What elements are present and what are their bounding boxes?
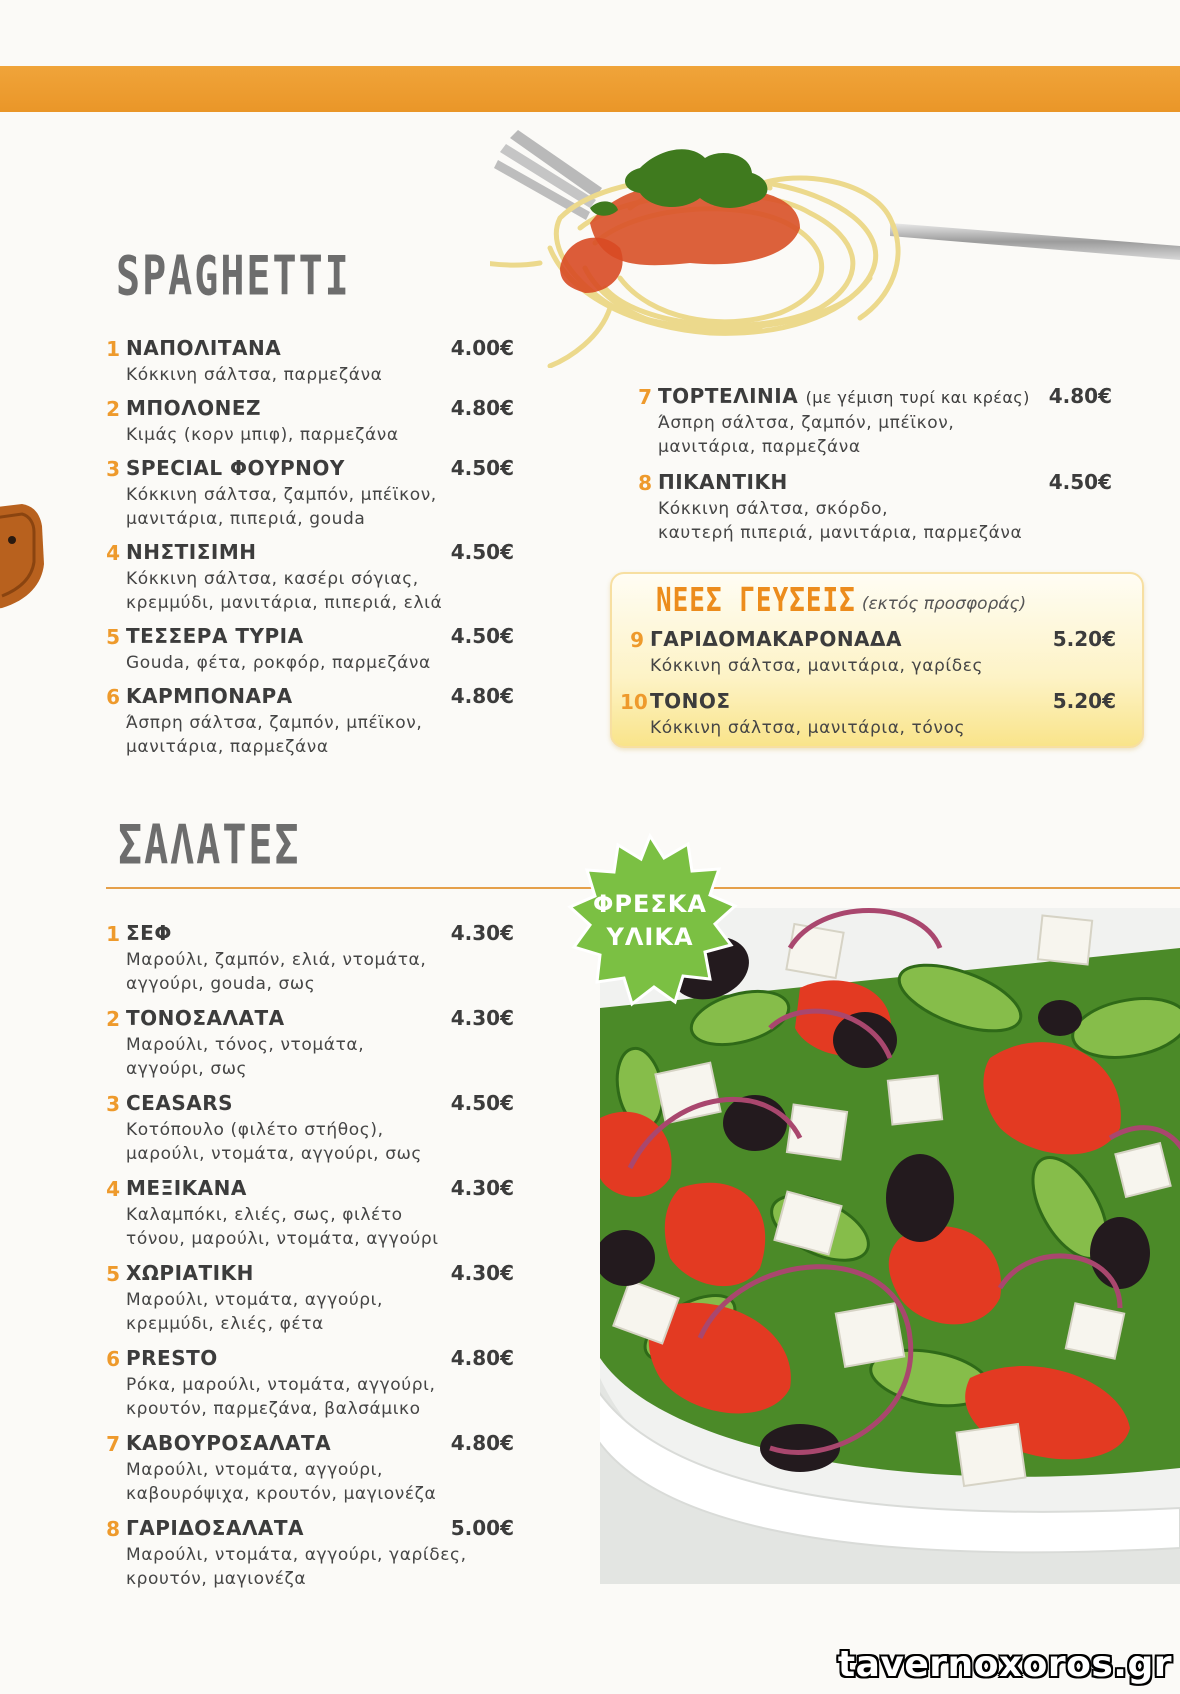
spaghetti-fork-photo (490, 128, 1180, 368)
item-description: Κόκκινη σάλτσα, μανιτάρια, γαρίδες (650, 656, 984, 676)
menu-item (96, 623, 514, 675)
item-note: (με γέμιση τυρί και κρέας) (805, 388, 1030, 407)
item-name: SPECIAL ΦΟΥΡΝΟΥ (126, 456, 345, 480)
item-name: ΤΟΡΤΕΛΙΝΙΑ (με γέμιση τυρί και κρέας) (658, 384, 1030, 408)
item-price: 4.50€ (1048, 470, 1112, 494)
item-name: ΓΑΡΙΔΟΣΑΛΑΤΑ (126, 1516, 305, 1540)
item-price: 5.20€ (1052, 627, 1116, 651)
salates-title: ΣΑΛΑΤΕΣ (118, 815, 301, 878)
item-price: 4.30€ (450, 1006, 514, 1030)
item-price: 4.50€ (450, 540, 514, 564)
menu-item (96, 455, 514, 531)
item-name: PRESTO (126, 1346, 218, 1370)
item-description: Gouda, φέτα, ροκφόρ, παρμεζάνα (126, 653, 431, 673)
wooden-handle-photo (0, 504, 50, 610)
item-price: 4.30€ (450, 1176, 514, 1200)
menu-item (96, 683, 514, 759)
site-watermark: tavernoxoros.gr (837, 1644, 1172, 1685)
item-name: ΓΑΡΙΔΟΜΑΚΑΡΟΝΑΔΑ (650, 627, 902, 651)
item-price: 5.20€ (1052, 689, 1116, 713)
item-number: 3 (106, 1092, 120, 1116)
item-number: 8 (638, 471, 652, 495)
item-price: 4.80€ (450, 684, 514, 708)
item-number: 7 (106, 1432, 120, 1456)
item-number: 2 (106, 1007, 120, 1031)
menu-item (96, 1175, 514, 1251)
menu-item (628, 469, 1112, 545)
item-price: 4.00€ (450, 336, 514, 360)
item-description: Μαρούλι, ζαμπόν, ελιά, ντομάτα, αγγούρι, gouda, σως (126, 950, 427, 994)
spaghetti-menu-right (628, 383, 1112, 555)
item-price: 4.80€ (450, 1431, 514, 1455)
item-description: Κόκκινη σάλτσα, παρμεζάνα (126, 365, 383, 385)
item-name: ΝΗΣΤΙΣΙΜΗ (126, 540, 257, 564)
item-price: 4.80€ (1048, 384, 1112, 408)
item-price: 4.50€ (450, 456, 514, 480)
item-number: 7 (638, 385, 652, 409)
item-number: 6 (106, 1347, 120, 1371)
menu-item (96, 1430, 514, 1506)
item-name: ΜΠΟΛΟΝΕΖ (126, 396, 262, 420)
item-name: ΠΙΚΑΝΤΙΚΗ (658, 470, 788, 494)
item-description: Μαρούλι, ντομάτα, αγγούρι, γαρίδες, κρουτόν, μαγιονέζα (126, 1545, 467, 1589)
item-name: ΤΟΝΟΣ (650, 689, 731, 713)
item-number: 5 (106, 625, 120, 649)
item-description: Καλαμπόκι, ελιές, σως, φιλέτο τόνου, μαρούλι, ντομάτα, αγγούρι (126, 1205, 439, 1249)
item-description: Άσπρη σάλτσα, ζαμπόν, μπέϊκον, μανιτάρια, παρμεζάνα (658, 413, 955, 457)
item-number: 9 (630, 628, 644, 652)
item-description: Κόκκινη σάλτσα, σκόρδο, καυτερή πιπεριά, μανιτάρια, παρμεζάνα (658, 499, 1023, 543)
item-number: 10 (620, 690, 648, 714)
menu-item (96, 539, 514, 615)
item-price: 4.80€ (450, 1346, 514, 1370)
item-description: Κόκκινη σάλτσα, ζαμπόν, μπέϊκον, μανιτάρια, πιπεριά, gouda (126, 485, 437, 529)
item-description: Ρόκα, μαρούλι, ντομάτα, αγγούρι, κρουτόν, παρμεζάνα, βαλσάμικο (126, 1375, 436, 1419)
new-flavors-box (610, 572, 1144, 748)
menu-item (96, 1090, 514, 1166)
badge-text: ΦΡΕΣΚΑ ΥΛΙΚΑ (593, 890, 707, 951)
item-name: CEASARS (126, 1091, 234, 1115)
item-description: Άσπρη σάλτσα, ζαμπόν, μπέϊκον, μανιτάρια, παρμεζάνα (126, 713, 423, 757)
item-number: 1 (106, 922, 120, 946)
item-number: 1 (106, 337, 120, 361)
item-price: 4.30€ (450, 921, 514, 945)
new-flavors-note: (εκτός προσφοράς) (861, 594, 1027, 614)
item-description: Κόκκινη σάλτσα, κασέρι σόγιας, κρεμμύδι, μανιτάρια, πιπεριά, ελιά (126, 569, 443, 613)
spaghetti-menu-left (96, 335, 514, 767)
item-price: 5.00€ (450, 1516, 514, 1540)
item-number: 8 (106, 1517, 120, 1541)
menu-item (96, 335, 514, 387)
new-flavors-list (620, 626, 1116, 750)
item-price: 4.80€ (450, 396, 514, 420)
item-description: Κιμάς (κορν μπιφ), παρμεζάνα (126, 425, 399, 445)
item-name: ΤΕΣΣΕΡΑ ΤΥΡΙΑ (126, 624, 304, 648)
item-number: 6 (106, 685, 120, 709)
item-number: 5 (106, 1262, 120, 1286)
salates-menu (96, 920, 514, 1600)
item-description: Μαρούλι, τόνος, ντομάτα, αγγούρι, σως (126, 1035, 365, 1079)
menu-item (96, 1345, 514, 1421)
menu-item (96, 1515, 514, 1591)
item-number: 4 (106, 1177, 120, 1201)
spaghetti-title: SPAGHETTI (116, 246, 351, 309)
menu-item (620, 688, 1116, 740)
item-name: ΧΩΡΙΑΤΙΚΗ (126, 1261, 254, 1285)
item-name: ΤΟΝΟΣΑΛΑΤΑ (126, 1006, 285, 1030)
item-name: ΣΕΦ (126, 921, 172, 945)
item-name: ΚΑΒΟΥΡΟΣΑΛΑΤΑ (126, 1431, 332, 1455)
menu-item (628, 383, 1112, 459)
menu-item (620, 626, 1116, 678)
item-price: 4.50€ (450, 624, 514, 648)
menu-item (96, 1260, 514, 1336)
menu-item (96, 395, 514, 447)
menu-item (96, 920, 514, 996)
item-price: 4.30€ (450, 1261, 514, 1285)
item-description: Μαρούλι, ντομάτα, αγγούρι, κρεμμύδι, ελιές, φέτα (126, 1290, 384, 1334)
item-price: 4.50€ (450, 1091, 514, 1115)
new-flavors-title: ΝΕΕΣ ΓΕΥΣΕΙΣ (εκτός προσφοράς) (656, 582, 1027, 620)
item-description: Μαρούλι, ντομάτα, αγγούρι, καβουρόψιχα, κρουτόν, μαγιονέζα (126, 1460, 437, 1504)
item-number: 4 (106, 541, 120, 565)
item-name: ΜΕΞΙΚΑΝΑ (126, 1176, 247, 1200)
top-orange-bar (0, 66, 1180, 112)
item-number: 3 (106, 457, 120, 481)
item-name: ΚΑΡΜΠΟΝΑΡΑ (126, 684, 293, 708)
fresh-ingredients-badge (560, 830, 740, 1010)
menu-item (96, 1005, 514, 1081)
item-description: Κόκκινη σάλτσα, μανιτάρια, τόνος (650, 718, 966, 738)
item-description: Κοτόπουλο (φιλέτο στήθος), μαρούλι, ντομάτα, αγγούρι, σως (126, 1120, 422, 1164)
item-name: ΝΑΠΟΛΙΤΑΝΑ (126, 336, 282, 360)
item-number: 2 (106, 397, 120, 421)
